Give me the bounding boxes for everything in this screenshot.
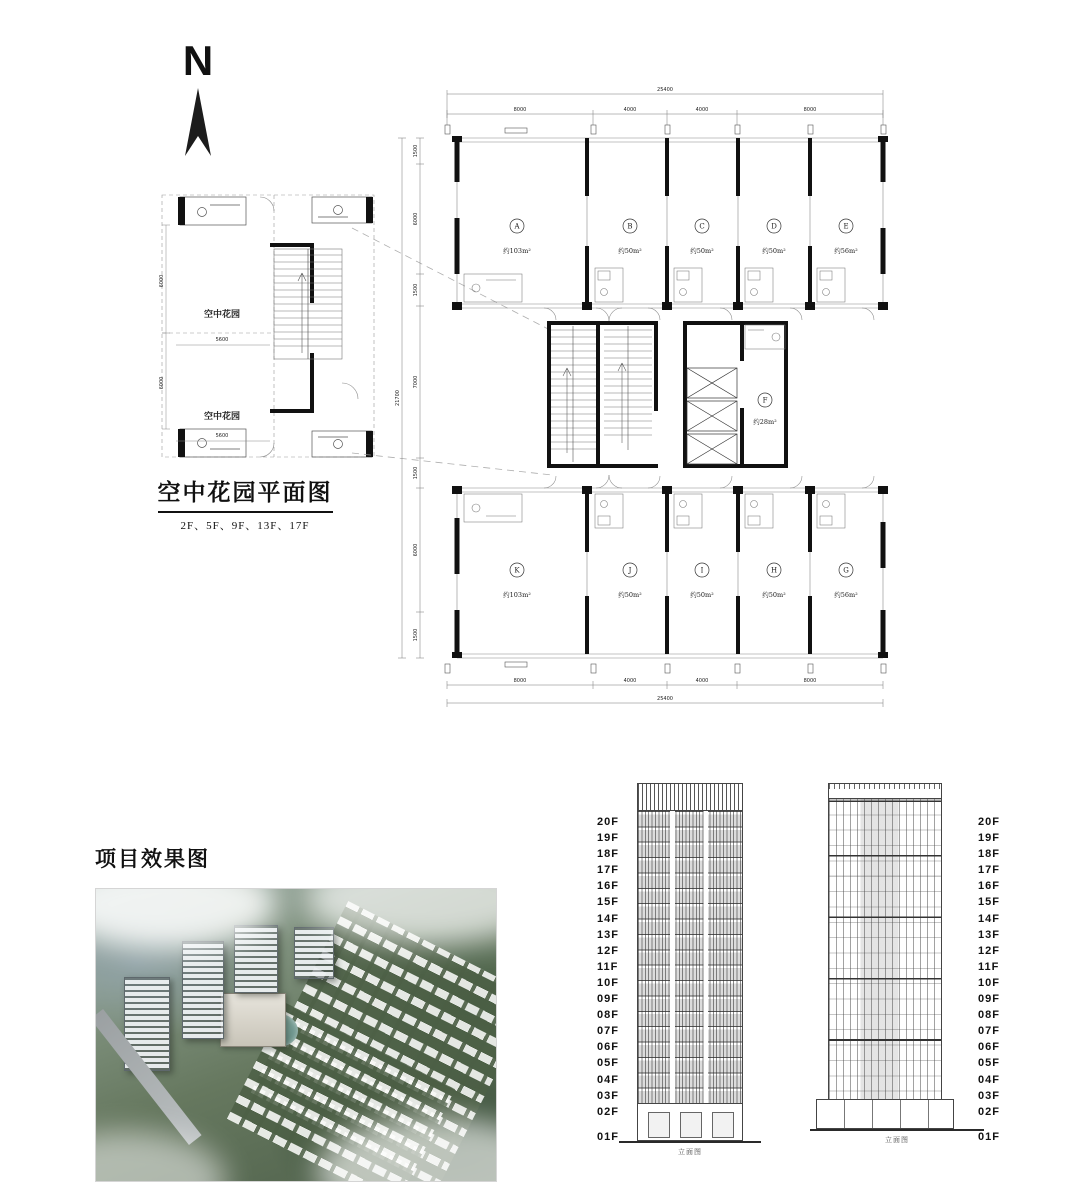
dim-bottom-seg-1: 8000: [513, 678, 527, 684]
floor-label: 09F: [978, 993, 1000, 1006]
main-floor-plan-drawing: [390, 78, 920, 733]
elevation-left-roof: [637, 783, 743, 811]
floor-label: 04F: [597, 1073, 619, 1086]
elevation-right-body: [828, 799, 942, 1099]
floor-label: 19F: [597, 832, 619, 845]
floor-label: 14F: [597, 912, 619, 925]
floor-label: 03F: [597, 1089, 619, 1102]
unit-j-area: 约50m²: [618, 591, 642, 599]
floor-label: 11F: [978, 960, 1000, 973]
sky-garden-plan-title-block: [150, 474, 340, 533]
elevation-left-facade: [637, 783, 743, 1156]
dim-top-seg-3: 4000: [695, 107, 709, 113]
floor-label: 13F: [978, 928, 1000, 941]
dim-left-total: 21700: [395, 390, 401, 406]
unit-f-area: 约28m²: [753, 418, 777, 426]
unit-b-area: 约50m²: [618, 247, 642, 255]
unit-c-area: 约50m²: [690, 247, 714, 255]
stair-small-plan: [274, 249, 342, 359]
floor-label: 13F: [597, 928, 619, 941]
midrise-block: [220, 993, 286, 1047]
floor-label: 08F: [597, 1009, 619, 1022]
elevation-right: [828, 783, 1018, 1143]
unit-b-id: B: [627, 222, 633, 231]
floor-label: 02F: [597, 1105, 619, 1118]
unit-k-area: 约103m²: [503, 591, 531, 599]
dim-top-total: 25400: [657, 87, 673, 93]
unit-i-id: I: [700, 566, 704, 575]
elevator-shafts: [687, 368, 737, 464]
floor-label: 19F: [978, 832, 1000, 845]
cloud-bottom-left: [95, 1131, 226, 1182]
elevation-right-podium: [816, 1099, 954, 1129]
tower-block-2: [182, 941, 224, 1039]
unit-k-id: K: [514, 566, 520, 575]
dim-left-seg-2: 6000: [413, 212, 419, 226]
floor-label: 05F: [597, 1057, 619, 1070]
floor-label: 02F: [978, 1105, 1000, 1118]
floor-label: 05F: [978, 1057, 1000, 1070]
floor-label: 17F: [597, 864, 619, 877]
floor-label: 12F: [597, 944, 619, 957]
unit-g-id: G: [843, 566, 849, 575]
north-indicator: [168, 37, 228, 158]
stair-shafts: [551, 326, 652, 462]
floor-label: 11F: [597, 960, 619, 973]
unit-a-area: 约103m²: [503, 247, 531, 255]
unit-g-area: 约56m²: [834, 591, 858, 599]
dim-left-seg-4: 7000: [413, 375, 419, 389]
floor-label: 20F: [978, 816, 1000, 828]
floor-label: 06F: [978, 1041, 1000, 1054]
floor-label: 07F: [597, 1025, 619, 1038]
dim-top-seg-2: 4000: [623, 107, 637, 113]
floor-label: 04F: [978, 1073, 1000, 1086]
unit-h-id: H: [770, 566, 778, 575]
floor-label: 01F: [978, 1130, 1000, 1143]
ground-line: [810, 1129, 984, 1131]
floor-label: 16F: [597, 880, 619, 893]
sg-dim-left-2: 6000: [159, 376, 165, 390]
floor-label: 18F: [978, 848, 1000, 861]
elevation-left-ground: [637, 1103, 743, 1141]
sky-garden-room-2: 空中花园: [203, 412, 241, 422]
tower-block-4: [294, 927, 334, 979]
floor-label: 15F: [978, 896, 1000, 909]
floor-labels-left: [597, 817, 637, 1143]
floor-label: 08F: [978, 1009, 1000, 1022]
floor-label: 09F: [597, 993, 619, 1006]
floor-label: 06F: [597, 1041, 619, 1054]
dim-bottom-total: 25400: [657, 696, 673, 702]
unit-a-id: A: [514, 222, 520, 231]
dim-top-seg-4: 8000: [803, 107, 817, 113]
unit-e-area: 约56m²: [834, 247, 858, 255]
unit-d-area: 约50m²: [762, 247, 786, 255]
dim-left-seg-7: 1500: [413, 628, 419, 642]
floor-label: 14F: [978, 912, 1000, 925]
floor-labels-right: [966, 817, 1018, 1143]
unit-e-id: E: [843, 222, 849, 231]
dim-bottom-seg-4: 8000: [803, 678, 817, 684]
unit-f-id: F: [762, 396, 768, 405]
floor-label: 12F: [978, 944, 1000, 957]
elevation-right-roof: [828, 783, 942, 799]
aerial-render-photo: [95, 888, 497, 1182]
north-arrow-icon: [183, 86, 213, 158]
sky-garden-plan-floors: 2F、5F、9F、13F、17F: [180, 520, 310, 532]
dim-left-seg-6: 6000: [413, 543, 419, 557]
floor-label: 17F: [978, 864, 1000, 877]
floor-label: 15F: [597, 896, 619, 909]
dim-top-seg-1: 8000: [513, 107, 527, 113]
floor-label: 20F: [597, 816, 619, 828]
sky-garden-plan-title: 空中花园平面图: [158, 474, 333, 513]
elevation-left-body: [637, 811, 743, 1103]
sky-garden-room-1: 空中花园: [203, 310, 241, 320]
floor-label: 07F: [978, 1025, 1000, 1038]
render-section-title: 项目效果图: [95, 848, 210, 871]
sg-dim-room-2: 5600: [215, 433, 229, 439]
dim-bottom-seg-2: 4000: [623, 678, 637, 684]
unit-j-id: J: [628, 566, 632, 575]
sg-dim-left-1: 6000: [159, 274, 165, 288]
unit-i-area: 约50m²: [690, 591, 714, 599]
ground-line: [619, 1141, 761, 1143]
north-label: N: [182, 37, 214, 84]
unit-c-id: C: [699, 222, 705, 231]
floor-label: 10F: [597, 976, 619, 989]
floor-label: 18F: [597, 848, 619, 861]
dim-bottom-seg-3: 4000: [695, 678, 709, 684]
elevation-right-facade: [828, 783, 966, 1144]
elevation-left: [597, 783, 743, 1156]
elevation-left-caption: 立面图: [678, 1149, 702, 1156]
elevation-right-caption: 立面图: [885, 1137, 909, 1144]
unit-h-area: 约50m²: [762, 591, 786, 599]
dim-left-seg-1: 1500: [413, 144, 419, 158]
sg-dim-room-1: 5600: [215, 337, 229, 343]
floor-label: 01F: [597, 1130, 619, 1143]
floor-label: 16F: [978, 880, 1000, 893]
dim-left-seg-5: 1500: [413, 466, 419, 480]
unit-d-id: D: [771, 222, 777, 231]
floor-label: 10F: [978, 976, 1000, 989]
floor-label: 03F: [978, 1089, 1000, 1102]
dim-left-seg-3: 1500: [413, 283, 419, 297]
